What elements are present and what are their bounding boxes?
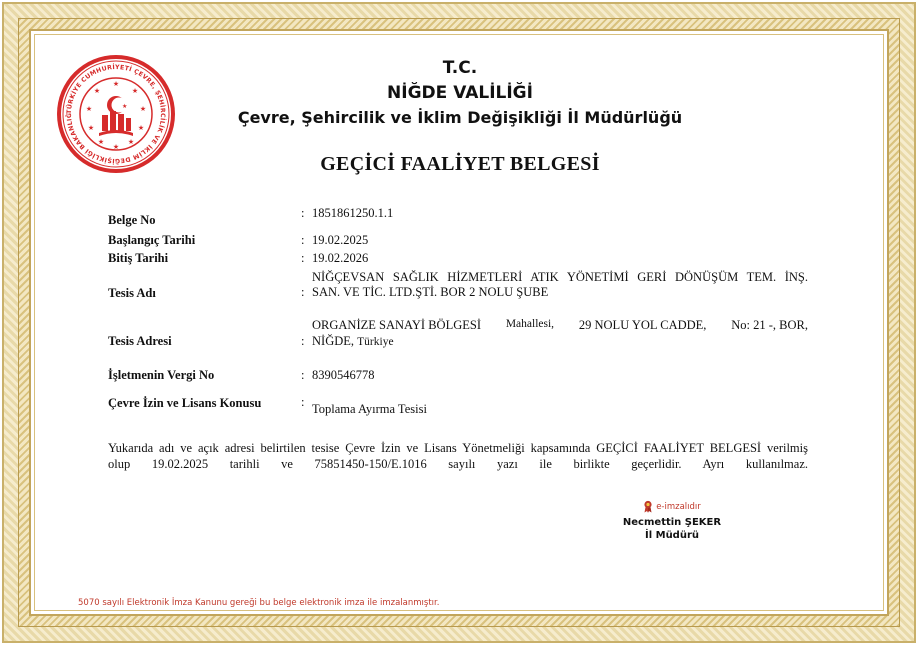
value-tax-number: 8390546778 [312, 368, 375, 382]
document-title: GEÇİCİ FAALİYET BELGESİ [320, 153, 600, 175]
header-governorship: NİĞDE VALİLİĞİ [387, 83, 533, 103]
value-end-date: 19.02.2026 [312, 251, 369, 265]
value-facility-name-line2: SAN. VE TİC. LTD.ŞTİ. BOR 2 NOLU ŞUBE [312, 285, 549, 299]
svg-text:★: ★ [97, 138, 105, 146]
label-permit-subject: Çevre İzin ve Lisans Konusu [108, 396, 262, 410]
svg-text:★: ★ [127, 138, 135, 146]
svg-text:★: ★ [131, 87, 139, 95]
address-city: NİĞDE, [312, 334, 355, 348]
label-start-date: Başlangıç Tarihi [108, 233, 196, 247]
colon-facility-name: : [301, 285, 305, 299]
seal-ring-text: TÜRKİYE CUMHURİYETİ ÇEVRE, ŞEHİRCİLİK VE İKLİM DEĞİŞİKLİĞİ BAKANLIĞ [65, 63, 167, 165]
e-signature-text: e-imzalıdır [656, 501, 701, 512]
statement-line2: olup 19.02.2025 tarihli ve 75851450-150/E.1016 sayılı yazı ile birlikte geçerlidir. Ayrı kullanılmaz. [108, 457, 808, 471]
svg-text:★: ★ [93, 87, 101, 95]
signature-block [612, 500, 732, 541]
colon-belge-no: : [301, 206, 305, 220]
e-signature-indicator [612, 500, 732, 513]
svg-text:★: ★ [87, 124, 95, 132]
label-belge-no: Belge No [108, 213, 156, 227]
value-permit-subject: Toplama Ayırma Tesisi [312, 402, 427, 416]
statement-line1: Yukarıda adı ve açık adresi belirtilen tesise Çevre İzin ve Lisans Yönetmeliği kapsamında GEÇİCİ FAALİYET BELGESİ verilmiş [108, 441, 808, 455]
signatory-role: İl Müdürü [644, 530, 700, 541]
value-facility-name-line1: NİĞÇEVSAN SAĞLIK HİZMETLERİ ATIK YÖNETİMİ GERİ DÖNÜŞÜM TEM. İNŞ. [312, 270, 808, 284]
colon-permit-subject: : [301, 395, 305, 409]
address-osb: ORGANİZE SANAYİ BÖLGESİ [312, 318, 481, 332]
value-facility-address-line1 [312, 318, 808, 333]
svg-text:★: ★ [122, 103, 128, 110]
colon-facility-address: : [301, 334, 305, 348]
header-directorate: Çevre, Şehircilik ve İklim Değişikliği İl Müdürlüğü [237, 108, 683, 127]
ministry-seal-icon [55, 53, 177, 175]
svg-text:★: ★ [137, 124, 145, 132]
colon-tax-number: : [301, 368, 305, 382]
label-end-date: Bitiş Tarihi [108, 251, 169, 265]
header-tc: T.C. [442, 58, 478, 78]
colon-end-date: : [301, 251, 305, 265]
e-signature-law-note: 5070 sayılı Elektronik İmza Kanunu gereği bu belge elektronik imza ile imzalanmıştır. [78, 598, 440, 608]
colon-start-date: : [301, 233, 305, 247]
svg-text:★: ★ [85, 105, 93, 113]
svg-text:★: ★ [112, 143, 120, 151]
address-country: Türkiye [357, 336, 394, 348]
address-number: No: 21 -, BOR, [731, 318, 808, 332]
validity-statement [108, 440, 808, 472]
ribbon-badge-icon [643, 500, 653, 513]
address-mahalle: Mahallesi, [505, 318, 555, 330]
address-street: 29 NOLU YOL CADDE, [578, 318, 707, 332]
svg-text:★: ★ [139, 105, 147, 113]
label-facility-address: Tesis Adresi [108, 334, 172, 348]
signatory-name: Necmettin ŞEKER [622, 517, 722, 528]
value-facility-address-line2 [312, 334, 394, 349]
value-start-date: 19.02.2025 [312, 233, 369, 247]
label-facility-name: Tesis Adı [108, 286, 156, 300]
label-tax-number: İşletmenin Vergi No [108, 368, 215, 382]
svg-text:★: ★ [112, 80, 120, 88]
value-belge-no: 1851861250.1.1 [312, 206, 394, 220]
